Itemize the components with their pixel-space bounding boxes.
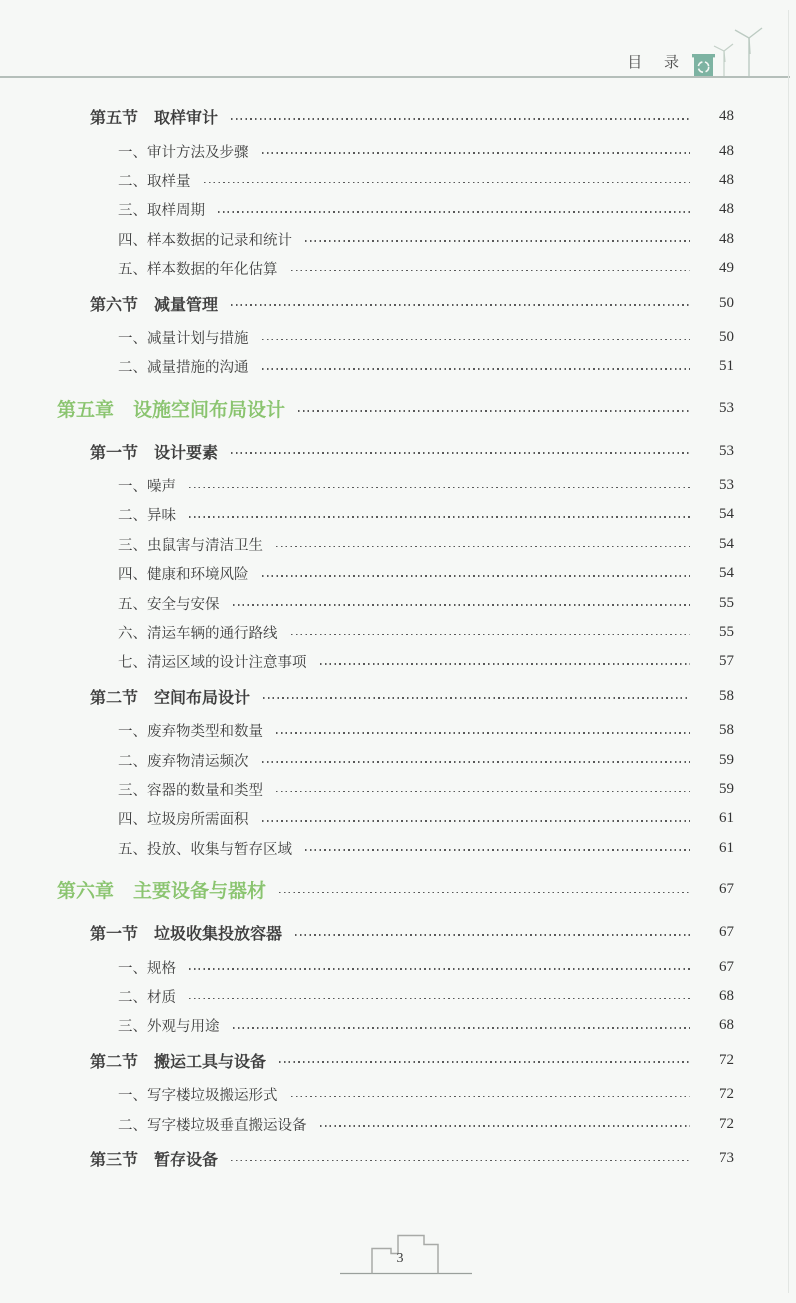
- toc-entry: [0, 1011, 734, 1040]
- toc-entry: [0, 102, 734, 131]
- toc-entry-page: 48: [719, 171, 734, 188]
- toc-entry-label: 一、减量计划与措施: [118, 330, 249, 347]
- toc-entry-label: 五、安全与安保: [118, 596, 220, 613]
- toc-entry-page: 72: [719, 1115, 734, 1132]
- toc-entry-page: 57: [719, 653, 734, 670]
- toc-entry-page: 48: [719, 230, 734, 247]
- dotted-leader: [263, 697, 690, 699]
- toc-entry: [0, 647, 734, 676]
- toc-entry-label: 第五章 设施空间布局设计: [57, 400, 286, 422]
- toc-entry: [0, 874, 734, 906]
- dotted-leader: [276, 732, 690, 734]
- toc-entry-page: 61: [719, 810, 734, 827]
- toc-entry-page: 68: [719, 987, 734, 1004]
- toc-list: [0, 77, 796, 1178]
- toc-entry-page: 53: [719, 477, 734, 494]
- toc-entry: [0, 952, 734, 981]
- toc-entry-page: 49: [719, 260, 734, 277]
- toc-entry-page: 53: [719, 442, 734, 459]
- header-art: [686, 24, 766, 77]
- toc-entry-label: 第一节 垃圾收集投放容器: [90, 926, 283, 944]
- toc-entry-label: 二、材质: [118, 989, 176, 1006]
- toc-entry-label: 三、虫鼠害与清洁卫生: [118, 537, 263, 554]
- toc-entry-page: 59: [719, 781, 734, 797]
- toc-entry: [0, 618, 734, 647]
- dotted-leader: [233, 604, 691, 606]
- toc-entry-page: 50: [719, 294, 734, 311]
- toc-entry: [0, 500, 734, 529]
- toc-entry-page: 55: [719, 624, 734, 641]
- page-footer: [0, 1227, 796, 1279]
- toc-entry: [0, 1109, 734, 1138]
- toc-entry-page: 67: [719, 881, 734, 898]
- dotted-leader: [189, 516, 690, 518]
- toc-entry: [0, 352, 734, 381]
- dotted-leader: [204, 182, 691, 184]
- toc-entry-label: 七、清运区域的设计注意事项: [118, 655, 307, 672]
- toc-entry-page: 48: [719, 201, 734, 218]
- toc-entry-page: 67: [719, 924, 734, 941]
- toc-entry: [0, 682, 734, 711]
- dotted-leader: [231, 118, 690, 120]
- toc-entry: [0, 588, 734, 617]
- dotted-leader: [298, 410, 690, 412]
- toc-entry-label: 三、容器的数量和类型: [118, 783, 263, 799]
- dotted-leader: [291, 1096, 691, 1098]
- toc-entry-page: 61: [719, 839, 734, 856]
- toc-entry-label: 三、外观与用途: [118, 1019, 220, 1036]
- toc-entry: [0, 136, 734, 165]
- toc-entry: [0, 393, 734, 425]
- toc-entry-label: 一、审计方法及步骤: [118, 144, 249, 161]
- toc-entry-page: 54: [719, 535, 734, 552]
- toc-entry: [0, 775, 734, 804]
- dotted-leader: [233, 1027, 691, 1029]
- page-edge-line: [788, 10, 789, 1293]
- toc-entry: [0, 1080, 734, 1109]
- dotted-leader: [291, 270, 691, 272]
- toc-entry: [0, 559, 734, 588]
- toc-entry-page: 58: [719, 687, 734, 704]
- toc-entry: [0, 166, 734, 195]
- toc-entry: [0, 195, 734, 224]
- toc-entry-label: 一、废弃物类型和数量: [118, 724, 263, 741]
- toc-entry-page: 48: [719, 142, 734, 159]
- dotted-leader: [320, 663, 691, 665]
- toc-entry-label: 一、规格: [118, 960, 176, 977]
- dotted-leader: [231, 1160, 690, 1162]
- page-header: [0, 0, 796, 78]
- toc-entry-page: 48: [719, 108, 734, 125]
- dotted-leader: [262, 761, 691, 763]
- toc-entry-label: 第三节 暂存设备: [90, 1151, 219, 1169]
- toc-entry-page: 55: [719, 594, 734, 611]
- toc-entry-label: 二、异味: [118, 508, 176, 525]
- toc-entry-label: 六、清运车辆的通行路线: [118, 626, 278, 643]
- dotted-leader: [218, 211, 690, 213]
- toc-entry-page: 53: [719, 400, 734, 417]
- toc-entry-label: 四、垃圾房所需面积: [118, 812, 249, 829]
- toc-entry-page: 50: [719, 328, 734, 345]
- toc-entry-page: 73: [719, 1149, 734, 1166]
- toc-entry-label: 四、样本数据的记录和统计: [118, 232, 292, 249]
- toc-entry-label: 五、样本数据的年化估算: [118, 262, 278, 279]
- toc-entry-page: 54: [719, 506, 734, 523]
- toc-entry-label: 二、废弃物清运频次: [118, 753, 249, 770]
- toc-entry-label: 五、投放、收集与暂存区域: [118, 841, 292, 858]
- toc-entry-label: 二、取样量: [118, 173, 191, 190]
- toc-entry: [0, 323, 734, 352]
- toc-entry-label: 第一节 设计要素: [90, 444, 219, 462]
- toc-entry-page: 51: [719, 358, 734, 375]
- toc-entry: [0, 1046, 734, 1075]
- dotted-leader: [231, 452, 690, 454]
- toc-entry: [0, 288, 734, 317]
- toc-entry: [0, 745, 734, 774]
- toc-entry: [0, 471, 734, 500]
- toc-entry-label: 第二节 空间布局设计: [90, 689, 251, 707]
- dotted-leader: [262, 368, 691, 370]
- dotted-leader: [189, 487, 690, 489]
- dotted-leader: [276, 546, 690, 548]
- toc-entry-label: 四、健康和环境风险: [118, 567, 249, 584]
- toc-entry-label: 二、减量措施的沟通: [118, 360, 249, 377]
- recycle-bin-icon: [692, 54, 715, 77]
- toc-entry: [0, 437, 734, 466]
- dotted-leader: [276, 791, 690, 793]
- toc-entry-page: 58: [719, 722, 734, 739]
- toc-entry-label: 第二节 搬运工具与设备: [90, 1053, 267, 1071]
- dotted-leader: [320, 1125, 691, 1127]
- toc-entry-page: 68: [719, 1017, 734, 1034]
- toc-entry-page: 67: [719, 958, 734, 975]
- page-title: 目 录: [627, 55, 688, 71]
- toc-entry: [0, 530, 734, 559]
- dotted-leader: [262, 575, 691, 577]
- toc-entry: [0, 982, 734, 1011]
- toc-entry: [0, 1144, 734, 1173]
- toc-entry-page: 59: [719, 751, 734, 768]
- toc-entry-label: 一、写字楼垃圾搬运形式: [118, 1088, 278, 1105]
- dotted-leader: [189, 998, 690, 1000]
- toc-entry: [0, 716, 734, 745]
- dotted-leader: [262, 820, 691, 822]
- toc-entry-page: 54: [719, 565, 734, 582]
- toc-entry-label: 三、取样周期: [118, 203, 205, 220]
- toc-entry: [0, 918, 734, 947]
- toc-entry: [0, 834, 734, 863]
- dotted-leader: [305, 240, 690, 242]
- toc-entry-page: 72: [719, 1051, 734, 1068]
- dotted-leader: [305, 849, 690, 851]
- wind-turbines-icon: [686, 24, 766, 77]
- dotted-leader: [279, 1061, 690, 1063]
- toc-entry-label: 二、写字楼垃圾垂直搬运设备: [118, 1117, 307, 1134]
- dotted-leader: [231, 304, 690, 306]
- dotted-leader: [262, 152, 691, 154]
- toc-entry: [0, 254, 734, 283]
- toc-entry-label: 第六节 减量管理: [90, 296, 219, 314]
- toc-entry: [0, 804, 734, 833]
- page-number: 3: [396, 1251, 404, 1266]
- toc-entry-label: 第六章 主要设备与器材: [57, 881, 267, 903]
- toc-entry-label: 一、噪声: [118, 479, 176, 496]
- toc-entry-label: 第五节 取样审计: [90, 110, 219, 128]
- toc-entry-page: 72: [719, 1086, 734, 1103]
- dotted-leader: [262, 339, 691, 341]
- dotted-leader: [295, 934, 690, 936]
- dotted-leader: [291, 634, 691, 636]
- dotted-leader: [279, 892, 690, 894]
- toc-entry: [0, 225, 734, 254]
- dotted-leader: [189, 968, 690, 970]
